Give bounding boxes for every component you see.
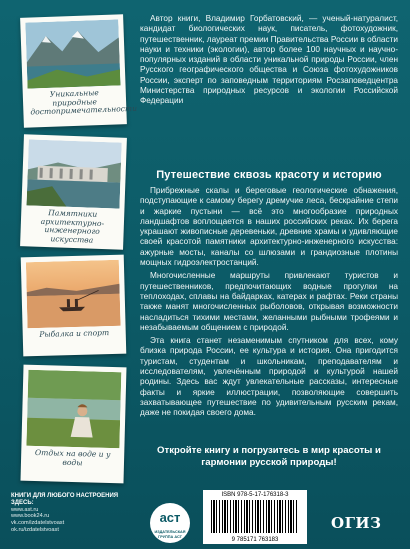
paragraph: Многочисленные маршруты привлекают туристов и путешественников, предпочитающих водные прогулки на теплоходах, сплавы на байдарках, катерах и рафтах. Реки страны также манят многочисленных рыболовов, открывая возможности насладиться тихими местами, желанными рыбными трофеями и незабываемым общением с природой. [140, 271, 398, 332]
photo-card-rest [20, 365, 126, 484]
link-vk[interactable]: vk.com/izdatelstvoast [11, 520, 65, 527]
ast-logo [150, 503, 190, 543]
isbn-barcode [203, 490, 307, 544]
mountain-lake-photo [25, 19, 120, 88]
photo-caption: Уникальные природные достопримечательности [30, 88, 138, 117]
photo-card-fishing [21, 255, 127, 357]
description-text [140, 186, 398, 422]
photo-caption: Рыбалка и спорт [39, 328, 110, 339]
barcode-bars [211, 500, 299, 533]
paragraph: Прибрежные скалы и береговые геологические обнажения, подступающие к самому берегу дремучие леса, бескрайние степи и жаркие пустыни — всё это многообразие природных ландшафтов воплощается в наших российских реках. Их берега украшают живописные деревеньки, древние храмы и удивляющие своей красотой памятники архитектурно-инженерного искусства: ажурные мосты, каналы со шлюзами и грандиозные плотины мощных гидроэлектростанций. [140, 186, 398, 268]
link-website[interactable]: www.ast.ru [11, 506, 39, 513]
barcode-number: 9 785171 763183 [231, 537, 279, 543]
isbn-label: ISBN 978-5-17-176318-3 [221, 492, 289, 498]
links-title: КНИГИ ДЛЯ ЛЮБОГО НАСТРОЕНИЯ ЗДЕСЬ: [11, 493, 119, 506]
photo-caption: Отдых на воде и у воды [34, 448, 111, 467]
ogiz-logo: ОГИЗ [331, 514, 382, 532]
publisher-links [11, 493, 121, 534]
author-bio: Автор книги, Владимир Горбатовский, — ученый-натуралист, кандидат биологических наук, писатель, фотохудожник, путешественник, лауреат премии Правительства России в области науки и техники (экологии), автор более 100 научных и научно-популярных изданий в области уникальной природы России, член Русского географического общества и Союза фотохудожников России, эксперт по заповедным территориям Росзаповедцентра Министерства природных ресурсов и экологии Российской Федерации [140, 14, 398, 106]
ast-logo-subtitle: ИЗДАТЕЛЬСКАЯ ГРУППА АСТ [154, 530, 186, 539]
dam-photo [27, 139, 122, 208]
section-heading: Путешествие сквозь красоту и историю [156, 169, 382, 181]
call-to-action: Откройте книгу и погрузитесь в мир красоты и гармонии русской природы! [157, 445, 381, 468]
woman-by-river-photo [26, 370, 121, 448]
link-website[interactable]: www.book24.ru [11, 513, 50, 520]
paragraph: Эта книга станет незаменимым спутником для всех, кому близка природа России, ее культура и история. Она пригодится туристам, студентам и школьникам, преподавателям и исследователям, увлечённым природой и культурой нашей родины. Здесь вас ждут увлекательные рассказы, интересные факты и яркие иллюстрации, позволяющие совершить захватывающее путешествие по удивительным русским рекам, даже не покидая своего дома. [140, 336, 398, 418]
photo-card-nature [20, 14, 138, 128]
link-ok[interactable]: ok.ru/izdatelstvoast [11, 526, 59, 533]
ast-logo-text: аст [159, 510, 181, 525]
photo-caption: Памятники архитектурно-инженерного искусства [40, 208, 105, 245]
fishing-boat-photo [26, 260, 121, 328]
photo-card-architecture [20, 134, 127, 250]
